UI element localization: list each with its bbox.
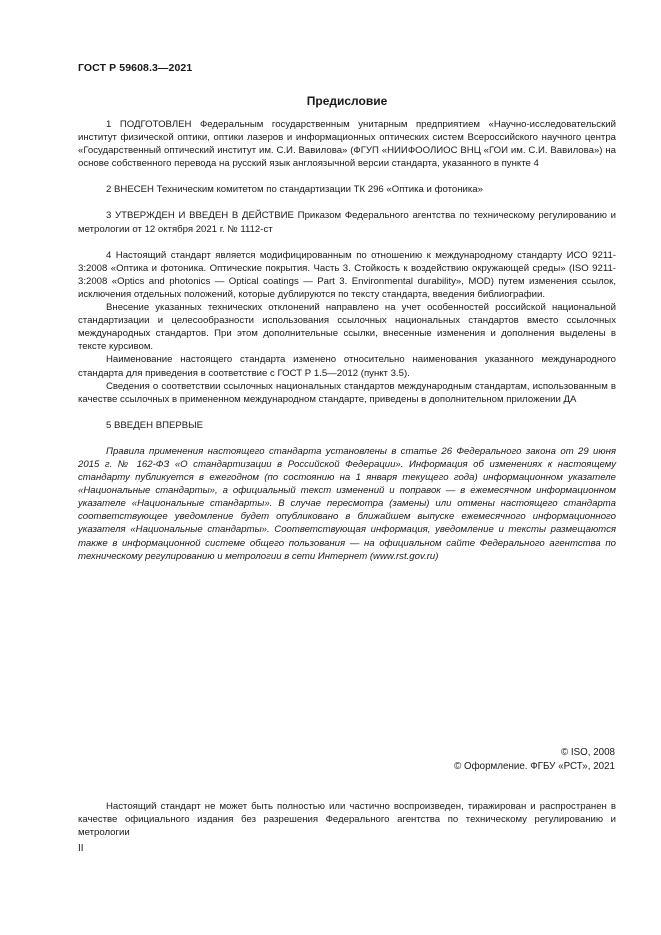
reproduction-notice: Настоящий стандарт не может быть полностью или частично воспроизведен, тиражирован и распространен в качестве официального издания без разрешения Федерального агентства по техническому регулированию и метрологии [78,801,616,839]
copyright-design: © Оформление. ФГБУ «РСТ», 2021 [454,761,615,772]
paragraph-deviations: Внесение указанных технических отклонений направлено на учет особенностей российской национальной стандартизации и целесообразности использования ссылочных национальных стандартов вместо ссылочных международных стандартов. При этом дополнительные ссылки, внесенные изменения и дополнения выделены в тексте курсивом. [78,302,616,353]
paragraph-prepared: 1 ПОДГОТОВЛЕН Федеральным государственным унитарным предприятием «Научно-исследовательский институт физической оптики, оптики лазеров и информационных оптических систем Всероссийского научного центра «Государственный оптический институт им. С.И. Вавилова» (ФГУП «НИИФООЛИОС ВНЦ «ГОИ им. С.И. Вавилова») на основе собственного перевода на русский язык англоязычной версии стандарта, указанного в пункте 4 [78,119,616,170]
copyright-block [454,746,615,774]
document-code: ГОСТ Р 59608.3—2021 [78,62,193,74]
paragraph-approved: 3 УТВЕРЖДЕН И ВВЕДЕН В ДЕЙСТВИЕ Приказом Федерального агентства по техническому регулированию и метрологии от 12 октября 2021 г. № 1112-ст [78,210,616,235]
page-title: Предисловие [306,94,388,108]
paragraph-references: Сведения о соответствии ссылочных национальных стандартов международным стандартам, использованным в качестве ссылочных в примененном международном стандарте, приведены в дополнительном приложении ДА [78,380,616,405]
copyright-iso: © ISO, 2008 [560,747,615,758]
paragraph-introduced: 2 ВНЕСЕН Техническим комитетом по стандартизации ТК 296 «Оптика и фотоника» [106,184,483,196]
paragraph-application-rules: Правила применения настоящего стандарта установлены в статье 26 Федерального закона от 29 июня 2015 г. № 162-ФЗ «О стандартизации в Российской Федерации». Информация об изменениях к настоящему стандарту публикуется в ежегодном (по состоянию на 1 января текущего года) информационном указателе «Национальные стандарты», а официальный текст изменений и поправок — в ежемесячном информационном указателе «Национальные стандарты». В случае пересмотра (замены) или отмены настоящего стандарта соответствующее уведомление будет опубликовано в ближайшем выпуске ежемесячного информационного указателя «Национальные стандарты». Соответствующая информация, уведомление и тексты размещаются также в информационной системе общего пользования — на официальном сайте Федерального агентства по техническому регулированию и метрологии в сети Интернет (www.rst.gov.ru) [78,445,616,562]
page-number: II [78,843,84,854]
paragraph-modified: 4 Настоящий стандарт является модифицированным по отношению к международному стандарту ИСО 9211-3:2008 «Оптика и фотоника. Оптические покрытия. Часть 3. Стойкость к воздействию окружающей среды» (ISO 9211-3:2008 «Optics and photonics — Optical coatings — Part 3. Environmental durability», MOD) путем изменения ссылок, исключения отдельных положений, которые дублируются по тексту стандарта, введения библиографии. [78,249,616,300]
foreword-body [78,118,616,563]
paragraph-title-change: Наименование настоящего стандарта изменено относительно наименования указанного международного стандарта для приведения в соответствие с ГОСТ Р 1.5—2012 (пункт 3.5). [78,354,616,379]
paragraph-first-introduced: 5 ВВЕДЕН ВПЕРВЫЕ [106,419,204,431]
